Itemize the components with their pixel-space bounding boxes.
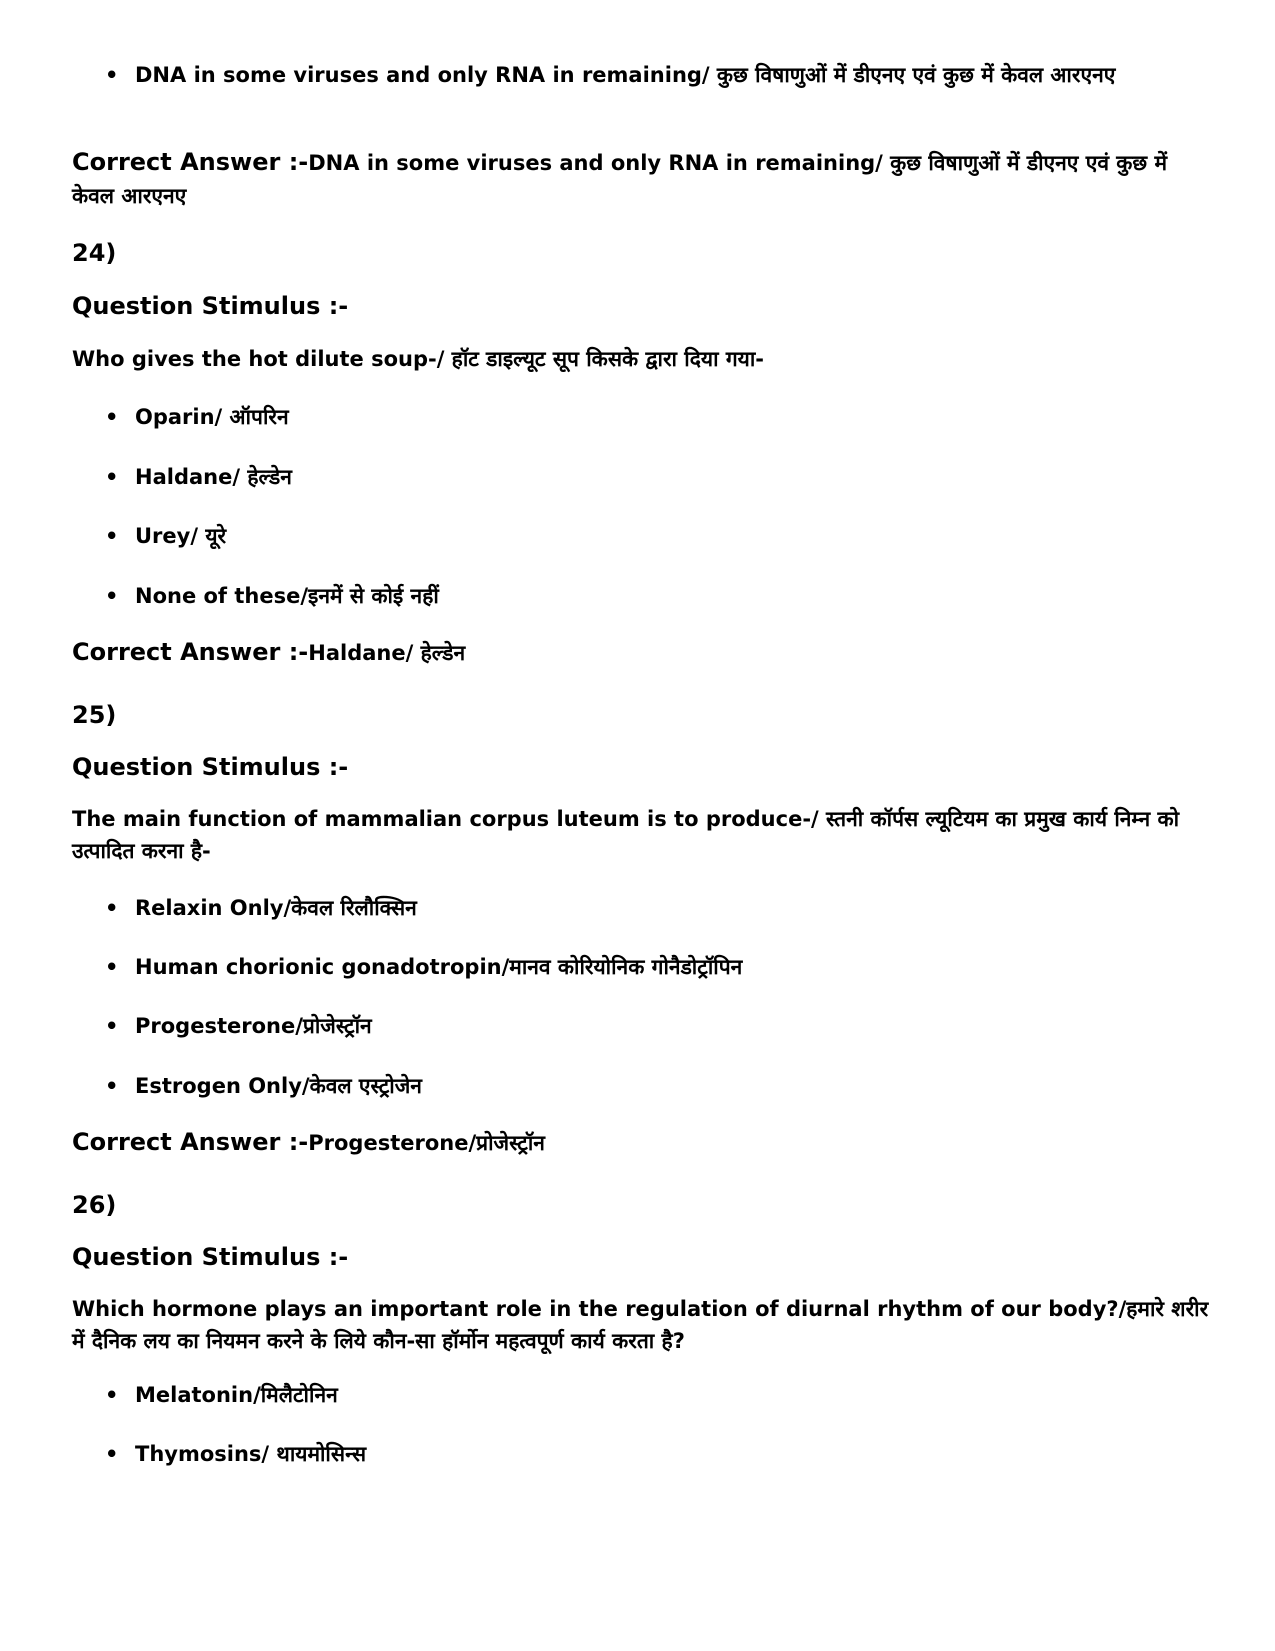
option-item <box>105 521 1205 551</box>
correct-answer-label: Correct Answer :- <box>72 148 309 176</box>
correct-answer-value: Progesterone/प्रोजेस्ट्रॉन <box>308 1131 545 1155</box>
bullet-icon: • <box>105 405 119 429</box>
bullet-icon: • <box>105 584 119 608</box>
option-item <box>105 893 1205 923</box>
bullet-icon: • <box>105 524 119 548</box>
question-stem: Which hormone plays an important role in the regulation of diurnal rhythm of our body?/हमारे शरीर में दैनिक लय का नियमन करने के लिये कौन-सा हॉर्मोन महत्वपूर्ण कार्य करता है? <box>72 1297 1209 1353</box>
option-item <box>105 1071 1205 1101</box>
option-text: Oparin/ ऑपरिन <box>135 405 289 429</box>
option-text: Estrogen Only/केवल एस्ट्रोजेन <box>135 1074 422 1098</box>
option-item <box>105 60 1205 90</box>
bullet-icon: • <box>105 1074 119 1098</box>
correct-answer-value: DNA in some viruses and only RNA in remaining/ कुछ विषाणुओं में डीएनए एवं कुछ में केवल आरएनए <box>72 151 1168 208</box>
correct-answer <box>72 1126 1212 1159</box>
option-text: Human chorionic gonadotropin/मानव कोरियोनिक गोनैडोट्रॉपिन <box>135 955 743 979</box>
correct-answer <box>72 636 1212 669</box>
correct-answer-value: Haldane/ हेल्डेन <box>308 641 466 665</box>
question-stimulus-heading: Question Stimulus :- <box>72 292 349 320</box>
bullet-icon: • <box>105 896 119 920</box>
option-text: DNA in some viruses and only RNA in remaining/ कुछ विषाणुओं में डीएनए एवं कुछ में केवल आरएनए <box>135 63 1116 87</box>
question-stimulus-heading: Question Stimulus :- <box>72 753 349 781</box>
option-text: None of these/इनमें से कोई नहीं <box>135 584 439 608</box>
option-text: Relaxin Only/केवल रिलौक्सिन <box>135 896 417 920</box>
option-text: Melatonin/मिलैटोनिन <box>135 1383 338 1407</box>
option-item <box>105 402 1205 432</box>
correct-answer <box>72 146 1212 212</box>
bullet-icon: • <box>105 465 119 489</box>
bullet-icon: • <box>105 63 119 87</box>
option-item <box>105 462 1205 492</box>
bullet-icon: • <box>105 1442 119 1466</box>
option-item <box>105 1380 1205 1410</box>
option-text: Thymosins/ थायमोसिन्स <box>135 1442 367 1466</box>
option-item <box>105 1011 1205 1041</box>
question-stimulus-heading: Question Stimulus :- <box>72 1243 349 1271</box>
question-number: 26) <box>72 1191 117 1219</box>
option-text: Progesterone/प्रोजेस्ट्रॉन <box>135 1014 372 1038</box>
bullet-icon: • <box>105 1014 119 1038</box>
option-text: Urey/ यूरे <box>135 524 227 548</box>
question-stem: Who gives the hot dilute soup-/ हॉट डाइल्यूट सूप किसके द्वारा दिया गया- <box>72 347 764 371</box>
question-number: 25) <box>72 701 117 729</box>
correct-answer-label: Correct Answer :- <box>72 1128 309 1156</box>
bullet-icon: • <box>105 1383 119 1407</box>
correct-answer-label: Correct Answer :- <box>72 638 309 666</box>
option-item <box>105 1439 1205 1469</box>
option-item <box>105 581 1205 611</box>
question-number: 24) <box>72 239 117 267</box>
bullet-icon: • <box>105 955 119 979</box>
question-stem: The main function of mammalian corpus luteum is to produce-/ स्तनी कॉर्पस ल्यूटियम का प्रमुख कार्य निम्न को उत्पादित करना है- <box>72 807 1180 863</box>
option-item <box>105 952 1205 982</box>
option-text: Haldane/ हेल्डेन <box>135 465 292 489</box>
